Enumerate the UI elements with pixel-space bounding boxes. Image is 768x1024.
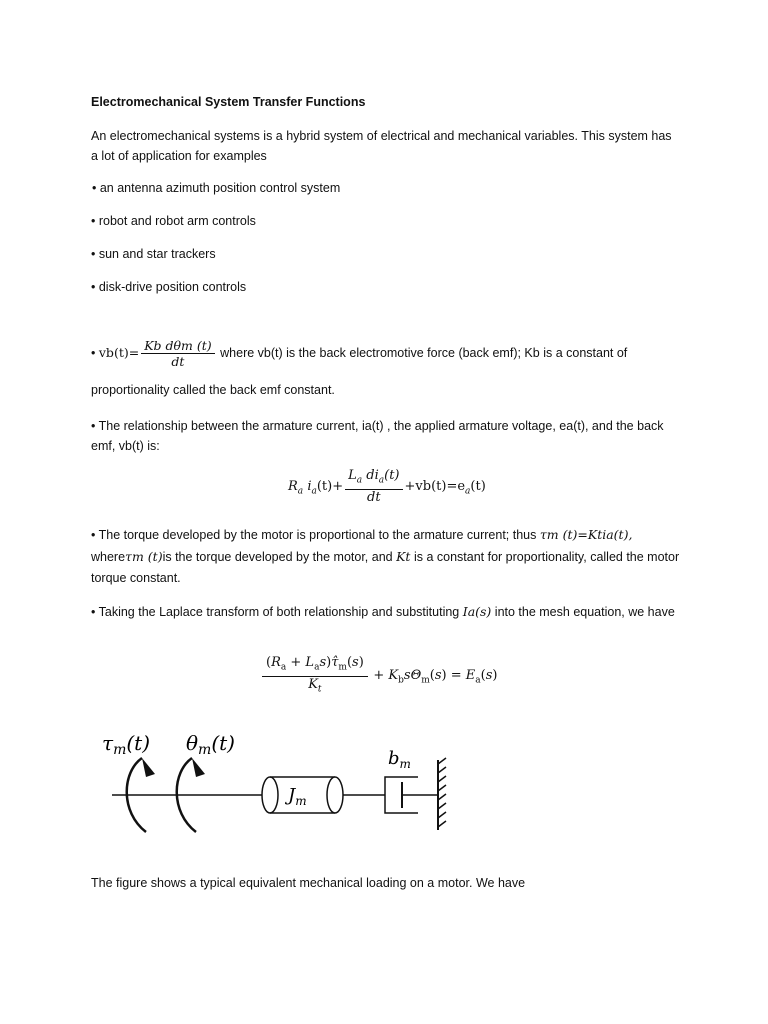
kt-symbol: Kt (396, 549, 411, 564)
torque-arrow-head (142, 758, 155, 777)
back-emf-lhs: vb(t)= (98, 344, 140, 360)
back-emf-description: where vb(t) is the back electromotive force (back emf); Kb is a constant of (220, 345, 628, 360)
torque-label: $\tau_m(t)$ (102, 731, 151, 758)
bullet-item: • an antenna azimuth position control system (92, 181, 341, 195)
damper-label: $b_m$ (388, 748, 411, 771)
angle-label: $\theta_m(t)$ (186, 731, 235, 758)
bullet-item: • robot and robot arm controls (91, 214, 256, 228)
inertia-cylinder-left (262, 777, 278, 813)
bullet-item: • disk-drive position controls (91, 280, 247, 294)
angle-arrow-head (192, 758, 205, 777)
torque-equation: τm (t)=Ktia(t), (539, 527, 633, 542)
torque-symbol: τm (t) (125, 549, 163, 564)
torque-paragraph: • The torque developed by the motor is proportional to the armature current; thus τm (t)=Ktia(t), whereτm (t)is the torque developed by the motor, and Kt is a constant for proportionality, called the motor torque constant. (91, 527, 680, 585)
laplace-paragraph: • Taking the Laplace transform of both relationship and substituting Ia(s) into the mesh equation, we have (91, 604, 675, 619)
intro-paragraph: An electromechanical systems is a hybrid system of electrical and mechanical variables. This system has a lot of application for examples (91, 129, 672, 163)
bullet-marker: • (91, 345, 96, 360)
figure-caption: The figure shows a typical equivalent mechanical loading on a motor. We have (91, 876, 526, 890)
relationship-paragraph: • The relationship between the armature current, ia(t) , the applied armature voltage, ea(t), and the back emf, vb(t) is: (91, 419, 664, 453)
back-emf-continuation: proportionality called the back emf constant. (91, 383, 335, 397)
back-emf-fraction: $\frac{\text{Kb dθm (t)}}{dt}$ (141, 338, 214, 369)
ia-symbol: Ia(s) (462, 604, 492, 619)
inertia-label: $J_m$ (288, 785, 307, 808)
back-emf-line (91, 338, 691, 369)
document-title: Electromechanical System Transfer Functions (91, 95, 366, 109)
bullet-item: • sun and star trackers (91, 247, 216, 261)
mechanical-loading-figure (100, 722, 460, 842)
wall-hatching (438, 758, 446, 827)
laplace-equation: $\frac{(R_a + L_as)\taû_m(s)}{K_t}$ + $K_bs\Theta_m(s) = E_a(s)$ (260, 654, 497, 697)
inertia-cylinder-right (327, 777, 343, 813)
mesh-equation: $R_a$ $i_a(t)+$ $\frac{L_a di_a(t)}{dt}$ $+vb(t)=e_a(t)$ (288, 468, 486, 505)
